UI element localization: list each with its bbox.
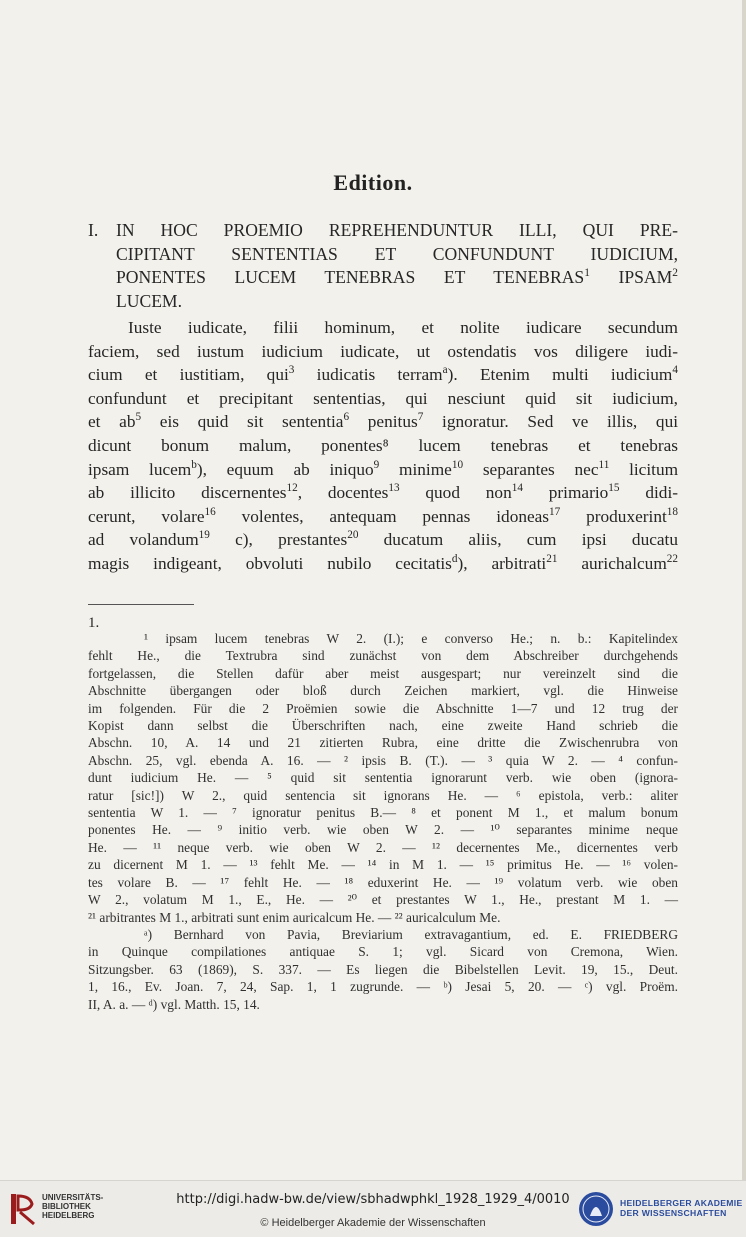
- footnote-marker: 4: [672, 364, 678, 377]
- footnote-line: He. — ¹¹ neque verb. wie oben W 2. — ¹² decernentes Me., dicernentes verb: [88, 839, 678, 855]
- text-segment: eis quid sit sententia: [141, 412, 344, 432]
- text-segment: et ab: [88, 412, 136, 432]
- logo-text-line: HEIDELBERGER AKADEMIE: [620, 1198, 743, 1208]
- text-segment: cerunt, volare: [88, 506, 205, 526]
- footnote-line: Kopist dann selbst die Überschriften nach, eine zweite Hand schrieb die: [88, 718, 678, 734]
- body-line: faciem, sed iustum iudicium iudicate, ut ostendatis vos diligere iudi-: [88, 341, 678, 361]
- footnote-line: 1, 16., Ev. Joan. 7, 24, Sap. 1, 1 zugrunde. — ᵇ) Jesai 5, 20. — ᶜ) vgl. Proëm.: [88, 979, 678, 995]
- heading-line: LUCEM.: [116, 290, 182, 311]
- footnote-marker: 10: [451, 458, 464, 471]
- heading-line: CIPITANT SENTENTIAS ET CONFUNDUNT IUDICIUM,: [116, 243, 678, 264]
- text-segment: c), prestantes: [209, 530, 348, 550]
- logo-text-line: DER WISSENSCHAFTEN: [620, 1208, 727, 1218]
- text-segment: quod non: [399, 483, 512, 503]
- body-line: [88, 363, 678, 387]
- footnote-marker: 9: [373, 458, 380, 471]
- text-segment: ). Etenim multi iudicium: [447, 365, 673, 385]
- footer-bar: [0, 1180, 746, 1237]
- footnote-marker: 2: [672, 267, 679, 280]
- footnote-divider: [88, 604, 194, 605]
- footnote-line: in Quinque compilationes antiquae S. 1; vgl. Sicard von Cremona, Wien.: [88, 944, 678, 960]
- footnote-line: im folgenden. Für die 2 Proëmien sowie die Abschnitte 1—7 und 12 trug der: [88, 700, 678, 716]
- copyright-notice: © Heidelberger Akademie der Wissenschaften: [260, 1217, 486, 1229]
- text-segment: aurichalcum: [557, 553, 667, 573]
- text-segment: ducatum aliis, cum ipsi ducatu: [358, 530, 678, 550]
- footnotes: [88, 630, 678, 1013]
- footnote-line: ponentes He. — ⁹ initio verb. wie oben W 2. — ¹⁰ separantes minime neque: [88, 822, 678, 838]
- footnote-line: fehlt He., die Textrubra sind zunächst von dem Abschreiber durchgehends: [88, 648, 678, 664]
- text-segment: ignoratur. Sed ve illis, qui: [423, 412, 679, 432]
- footnote-line: tes volare B. — ¹⁷ fehlt He. — ¹⁸ eduxerint He. — ¹⁹ volatum verb. wie oben: [88, 874, 678, 890]
- footnote-line: W 2., volatum M 1., E., He. — ²⁰ et prestantes W 1., He., prestant M 1. —: [88, 892, 678, 908]
- footnote-line: sententia W 1. — ⁷ ignoratur penitus B.— ⁸ et ponent M 1., et malum bonum: [88, 805, 678, 821]
- footnote-line: Sitzungsber. 63 (1869), S. 337. — Es liegen die Bibelstellen Levit. 19, 15., Deut.: [88, 961, 678, 977]
- text-segment: produxerint: [560, 506, 667, 526]
- footnote-marker: a: [442, 364, 448, 377]
- text-segment: ab illicito discernentes: [88, 483, 287, 503]
- text-segment: PONENTES LUCEM TENEBRAS ET TENEBRAS: [116, 267, 585, 287]
- footnote-marker: 18: [666, 505, 678, 518]
- footnote-marker: 3: [288, 364, 295, 377]
- body-line: Iuste iudicate, filii hominum, et nolite iudicare secundum: [128, 318, 678, 337]
- footnote-line: II, A. a. — ᵈ) vgl. Matth. 15, 14.: [88, 996, 260, 1012]
- body-line: [88, 528, 678, 552]
- footnote-marker: 12: [286, 482, 298, 495]
- text-segment: penitus: [349, 412, 418, 432]
- logo-text-line: BIBLIOTHEK: [42, 1202, 91, 1211]
- section-heading: [88, 219, 678, 313]
- footnote-marker: 13: [388, 482, 400, 495]
- text-segment: minime: [379, 459, 452, 479]
- body-line: [88, 458, 678, 482]
- footnote-marker: 7: [417, 411, 424, 424]
- body-line: confundunt et precipitant sententias, qui nesciunt quid sit iudicium,: [88, 388, 678, 408]
- footnote-line: Abschnitte übergangen oder bloß durch Zeichen markiert, vgl. die Hinweise: [88, 683, 678, 699]
- text-segment: ), arbitrati: [457, 553, 547, 573]
- text-segment: magis indigeant, obvoluti nubilo cecitatis: [88, 553, 452, 573]
- text-segment: ad volandum: [88, 530, 199, 550]
- section-number: I.: [88, 220, 99, 240]
- body-line: [88, 410, 678, 434]
- text-segment: primario: [522, 483, 609, 503]
- footnote-marker: 14: [511, 482, 523, 495]
- footnote-line: Abschn. 25, vgl. ebenda A. 16. — ² ipsis B. (T.). — ³ quia W 2. — ⁴ confun-: [88, 752, 678, 768]
- footnote-marker: 21: [546, 553, 558, 566]
- footnote-marker: 1: [584, 267, 590, 280]
- text-segment: ), equum ab iniquo: [196, 459, 374, 479]
- footnote-section-label: 1.: [88, 615, 100, 631]
- body-line: [88, 552, 678, 576]
- footnote-line: ²¹ arbitrantes M 1., arbitrati sunt enim auricalcum He. — ²² auricalculum Me.: [88, 909, 501, 925]
- footnote-line: zu dicernent M 1. — ¹³ fehlt Me. — ¹⁴ in M 1. — ¹⁵ primitus He. — ¹⁶ volen-: [88, 857, 678, 873]
- page-title: Edition.: [333, 170, 413, 195]
- logo-text-line: HEIDELBERG: [42, 1211, 95, 1220]
- footnote-line: fortgelassen, die Stellen dafür aber meist ausgespart; nur vereinzelt sind die: [88, 665, 678, 681]
- body-line: dicunt bonum malum, ponentes⁸ lucem tenebras et tenebras: [88, 435, 678, 455]
- footnote-marker: 17: [549, 505, 561, 518]
- logo-text-line: UNIVERSITÄTS-: [42, 1193, 104, 1202]
- section-heading-lines: [116, 219, 678, 313]
- heading-line: [116, 266, 678, 290]
- footnote-marker: 15: [608, 482, 620, 495]
- footnote-marker: 5: [135, 411, 142, 424]
- text-segment: cium et iustitiam, qui: [88, 365, 289, 385]
- text-segment: licitum: [609, 459, 679, 479]
- text-segment: IPSAM: [589, 267, 673, 287]
- text-segment: volentes, antequam pennas idoneas: [215, 506, 550, 526]
- text-segment: , docentes: [297, 483, 389, 503]
- footnote-marker: 16: [204, 505, 216, 518]
- footnote-marker: b: [191, 458, 197, 471]
- text-segment: separantes nec: [463, 459, 599, 479]
- footnote-marker: 6: [343, 411, 350, 424]
- body-line: [88, 505, 678, 529]
- footnote-line: ¹ ipsam lucem tenebras W 2. (I.); e converso He.; n. b.: Kapitelindex: [144, 631, 678, 646]
- footnote-line: ᵃ) Bernhard von Pavia, Breviarium extravagantium, ed. E. FRIEDBERG: [144, 926, 678, 942]
- footnote-marker: d: [451, 553, 458, 566]
- text-segment: iudicatis terram: [294, 365, 443, 385]
- body-paragraph: [88, 316, 678, 576]
- footnote-line: Abschn. 10, A. 14 und 21 zitierten Rubra, eine dritte die Zwischenrubra von: [88, 735, 678, 751]
- text-segment: ipsam lucem: [88, 459, 192, 479]
- academy-seal-icon[interactable]: [577, 1190, 615, 1228]
- footnote-line: ratur [sic!]) W 2., quid sentencia sit ignorans He. — ⁶ epistola, verb.: aliter: [88, 787, 678, 803]
- footnote-marker: 11: [598, 458, 610, 471]
- source-url-link[interactable]: http://digi.hadw-bw.de/view/sbhadwphkl_1928_1929_4/0010: [176, 1192, 570, 1207]
- footnote-marker: 22: [666, 553, 678, 566]
- heading-line: IN HOC PROEMIO REPREHENDUNTUR ILLI, QUI PRE-: [116, 220, 678, 240]
- footnote-marker: 20: [347, 529, 359, 542]
- text-segment: didi-: [619, 483, 678, 503]
- body-line: [88, 481, 678, 505]
- academy-logo-text: [620, 1198, 742, 1218]
- footnote-marker: 19: [198, 529, 210, 542]
- footnote-line: dunt iudicium He. — ⁵ quid sit sententia ignorarunt verb. wie oben (ignora-: [88, 770, 678, 786]
